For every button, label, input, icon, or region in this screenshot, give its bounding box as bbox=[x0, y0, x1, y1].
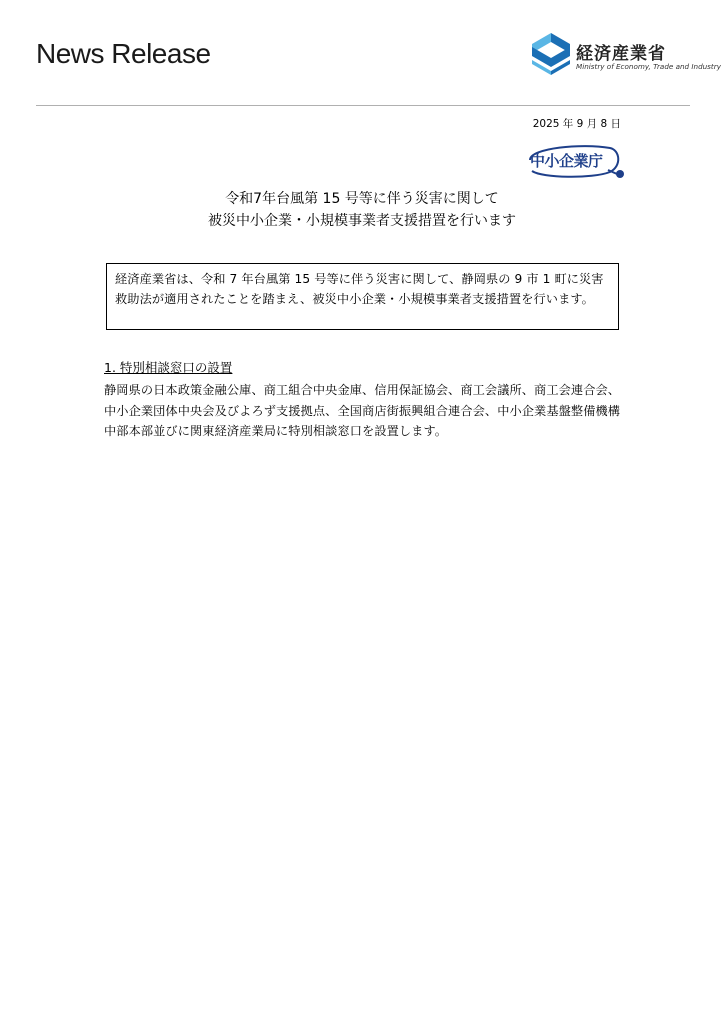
title-line-1: 令和7年台風第 15 号等に伴う災害に関して bbox=[225, 191, 499, 207]
release-date: 2025 年 9 月 8 日 bbox=[532, 118, 621, 130]
ministry-name-jp: 経済産業省 bbox=[576, 44, 666, 64]
sme-agency-logo bbox=[522, 140, 628, 180]
meti-logo bbox=[532, 33, 721, 77]
section-1-body: 静岡県の日本政策金融公庫、商工組合中央金庫、信用保証協会、商工会議所、商工会連合会、中小企業団体中央会及びよろず支援拠点、全国商店街振興組合連合会、中小企業基盤整備機構中部本部並びに関東経済産業局に特別相談窓口を設置します。 bbox=[104, 383, 621, 438]
sme-agency-name: 中小企業庁 bbox=[530, 152, 603, 170]
summary-box: 経済産業省は、令和 7 年台風第 15 号等に伴う災害に関して、静岡県の 9 市 1 町に災害救助法が適用されたことを踏まえ、被災中小企業・小規模事業者支援措置を行います。 bbox=[106, 263, 619, 330]
ministry-name-en: Ministry of Economy, Trade and Industry bbox=[576, 62, 721, 71]
section-1-heading: 1. 特別相談窓口の設置 bbox=[104, 360, 233, 375]
title-line-2: 被災中小企業・小規模事業者支援措置を行います bbox=[208, 213, 516, 229]
meti-logo-icon bbox=[532, 33, 570, 75]
header-divider bbox=[36, 105, 690, 106]
document-title bbox=[104, 188, 620, 232]
news-release-heading: News Release bbox=[36, 38, 211, 69]
